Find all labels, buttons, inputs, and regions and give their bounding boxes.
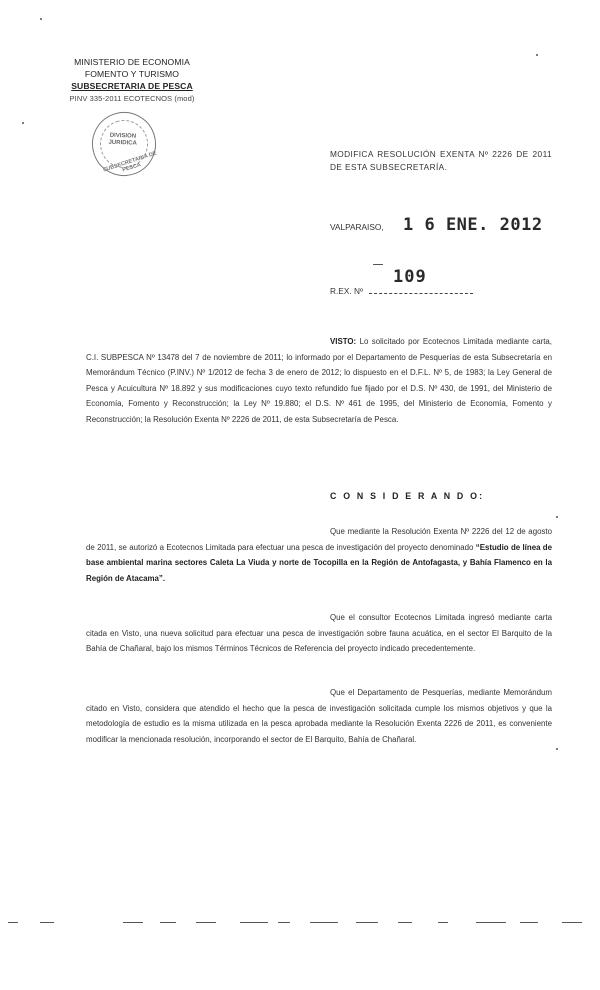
- scan-speck: [556, 748, 558, 750]
- scan-dash: [310, 922, 338, 923]
- visto-paragraph: [86, 334, 552, 428]
- rex-mark: [373, 264, 383, 265]
- letterhead-ministry: MINISTERIO DE ECONOMIA: [74, 57, 190, 67]
- scan-dash: [562, 922, 582, 923]
- considerando-p1-text: Que mediante la Resolución Exenta Nº 2226 del 12 de agosto de 2011, se autorizó a Ecotecnos Limitada para efectuar una pesca de investigación del proyecto denominado: [86, 527, 552, 552]
- considerando-paragraph-2: [86, 610, 552, 657]
- scan-dash: [160, 922, 176, 923]
- scan-dash: [438, 922, 448, 923]
- visto-text: Lo solicitado por Ecotecnos Limitada mediante carta, C.I. SUBPESCA Nº 13478 del 7 de noviembre de 2011; lo informado por el Departamento de Pesquerías de esta Subsecretaría en Memorándum Técnico (P.INV.) Nº 1/2012 de fecha 3 de enero de 2012; lo dispuesto en el D.F.L. Nº 5, de 1983; la Ley General de Pesca y Acuicultura Nº 18.892 y sus modificaciones cuyo texto refundido fue fijado por el D.S. Nº 430, de 1991, del Ministerio de Economía, Fomento y Reconstrucción; la Ley Nº 19.880; el D.S. Nº 461 de 1995, del Ministerio de Economía, Fomento y Reconstrucción; la Resolución Exenta Nº 2226 de 2011, de esta Subsecretaría de Pesca.: [86, 337, 552, 424]
- rex-label: R.EX. Nº: [330, 286, 363, 296]
- project-title: “Estudio de línea de base ambiental marina sectores Caleta La Viuda y norte de Tocopilla en la Región de Antofagasta, y Bahía Flamenco en la Región de Atacama”.: [86, 542, 552, 583]
- scan-speck: [556, 516, 558, 518]
- considerando-paragraph-3: [86, 685, 552, 747]
- scan-dash: [240, 922, 268, 923]
- letterhead-subsecretaria: SUBSECRETARIA DE PESCA: [71, 81, 193, 91]
- scan-dash: [520, 922, 538, 923]
- scan-dash: [398, 922, 412, 923]
- scan-speck: [22, 122, 24, 124]
- scan-speck: [40, 18, 42, 20]
- considerando-p3-text: Que el Departamento de Pesquerías, mediante Memorándum citado en Visto, considera que atendido el hecho que la pesca de investigación solicitada cumple los mismos objetivos y que la metodología de estudio es la misma utilizada en la pesca aprobada mediante la Resolución Exenta 2226 de 2011, es conveniente modificar la mencionada resolución, incorporando el sector de El Barquito, Bahía de Chañaral.: [86, 688, 552, 744]
- stamp-edge-text: SUBSECRETARIA DE PESCA: [102, 150, 158, 174]
- letterhead: [62, 56, 202, 105]
- date-label: VALPARAISO,: [330, 222, 384, 232]
- scan-dash: [40, 922, 54, 923]
- letterhead-ministry-sub: FOMENTO Y TURISMO: [84, 69, 180, 79]
- stamp-center-text: DIVISION JURIDICA: [108, 132, 137, 147]
- scan-dash: [356, 922, 378, 923]
- visto-label: VISTO:: [330, 337, 357, 346]
- scan-dash: [123, 922, 143, 923]
- considerando-paragraph-1: [86, 524, 552, 586]
- scan-dash: [476, 922, 506, 923]
- rex-line: [330, 267, 473, 296]
- scan-speck: [536, 54, 538, 56]
- round-stamp: [84, 104, 165, 185]
- date-stamp: 1 6 ENE. 2012: [403, 215, 543, 235]
- date-line: [330, 215, 543, 235]
- resolution-subject: MODIFICA RESOLUCIÓN EXENTA Nº 2226 DE 2011 DE ESTA SUBSECRETARÍA.: [330, 149, 552, 172]
- considerando-p2-text: Que el consultor Ecotecnos Limitada ingresó mediante carta citada en Visto, una nueva solicitud para efectuar una pesca de investigación sobre fauna acuática, en el sector El Barquito de la Bahía de Chañaral, bajo los mismos Términos Técnicos de Referencia del proyecto indicado precedentemente.: [86, 613, 552, 654]
- scan-dash: [196, 922, 216, 923]
- scan-dash: [278, 922, 290, 923]
- letterhead-reference: PINV 335-2011 ECOTECNOS (mod): [69, 94, 195, 103]
- rex-number: 109: [393, 267, 427, 287]
- considerando-heading: C O N S I D E R A N D O:: [330, 491, 485, 501]
- scan-dash: [8, 922, 18, 923]
